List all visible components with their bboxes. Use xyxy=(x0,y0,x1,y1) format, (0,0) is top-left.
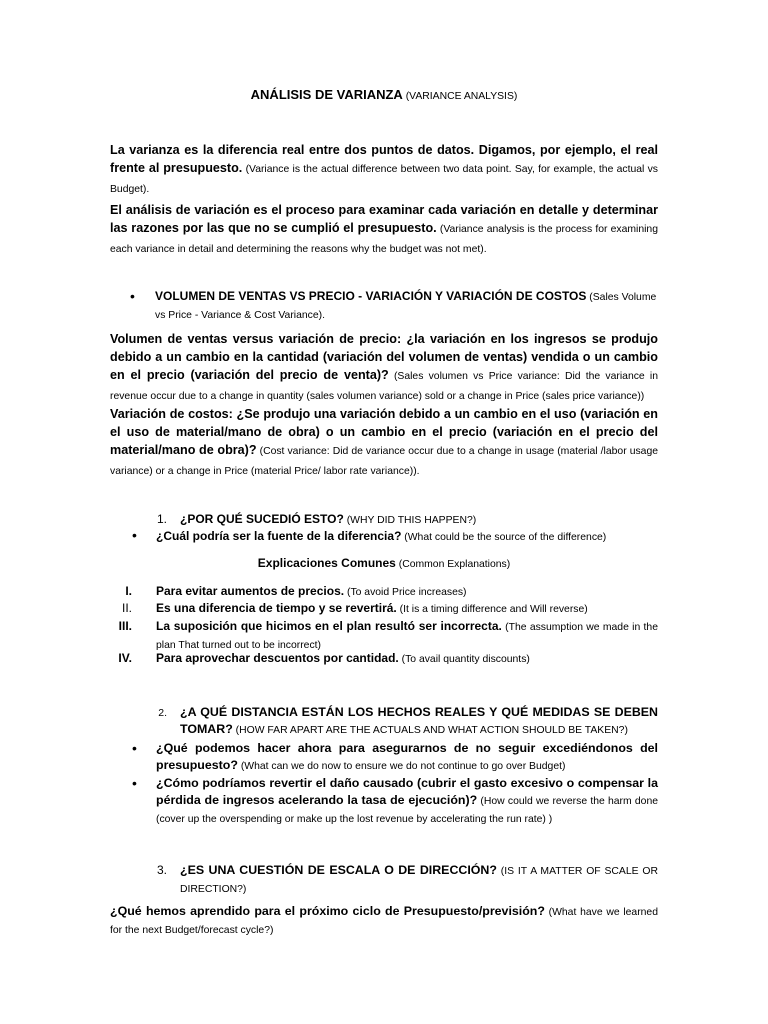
list-item: Es una diferencia de tiempo y se revertirá. (It is a timing difference and Will reverse) xyxy=(156,601,588,615)
list-item: Para aprovechar descuentos por cantidad. (To avail quantity discounts) xyxy=(156,651,530,665)
list-number: 3. xyxy=(156,863,167,877)
list-item: ¿Cuál podría ser la fuente de la diferencia? (What could be the source of the difference) xyxy=(156,529,607,543)
section-heading: VOLUMEN DE VENTAS VS PRECIO - VARIACIÓN Y VARIACIÓN DE COSTOS (Sales Volume vs Price - Variance & Cost Variance). xyxy=(155,289,657,321)
bullet-marker: • xyxy=(130,288,135,304)
explanations-heading: Explicaciones Comunes (Common Explanations) xyxy=(257,556,511,570)
list-number: 1. xyxy=(156,512,167,526)
bullet-marker: • xyxy=(132,775,137,791)
intro-paragraph: El análisis de variación es el proceso para examinar cada variación en detalle y determinar las razones por las que no se cumplió el presupuesto. (Variance analysis is the process for examining each variance in detail and determining the reasons why the budget was not met). xyxy=(110,203,658,255)
bullet-marker: • xyxy=(132,740,137,756)
intro-paragraph: La varianza es la diferencia real entre dos puntos de datos. Digamos, por ejemplo, el real frente al presupuesto. (Variance is the actual difference between two data point. Say, for example, the actual vs Budget). xyxy=(110,143,658,195)
closing-paragraph: ¿Qué hemos aprendido para el próximo ciclo de Presupuesto/previsión? (What have we learned for the next Budget/forecast cycle?) xyxy=(110,904,658,936)
list-marker: II. xyxy=(121,601,132,615)
body-paragraph: Variación de costos: ¿Se produjo una variación debido a un cambio en el uso (variación en el uso de material/mano de obra) o un cambio en el precio (variación en el precio del material/mano de obra)? (Cost variance: Did de variance occur due to a change in usage (material /labor usage variance) or a change in Price (material Price/ labor rate variance)). xyxy=(110,407,659,477)
list-marker: IV. xyxy=(118,651,132,665)
list-item: La suposición que hicimos en el plan resultó ser incorrecta. (The assumption we made in the plan That turned out to be incorrect) xyxy=(156,619,658,651)
bullet-marker: • xyxy=(132,527,137,543)
list-item: ¿Cómo podríamos revertir el daño causado (cubrir el gasto excesivo o compensar la pérdida de ingresos acelerando la tasa de ejecución)? (How could we reverse the harm done (cover up the overspending or make up the lost revenue by accelerating the run rate) ) xyxy=(156,776,658,825)
list-item: Para evitar aumentos de precios. (To avoid Price increases) xyxy=(156,584,467,598)
list-marker: III. xyxy=(118,619,132,633)
question-heading: ¿A QUÉ DISTANCIA ESTÁN LOS HECHOS REALES Y QUÉ MEDIDAS SE DEBEN TOMAR? (HOW FAR APART ARE THE ACTUALS AND WHAT ACTION SHOULD BE TAKEN?) xyxy=(180,705,658,736)
document-title: ANÁLISIS DE VARIANZA (VARIANCE ANALYSIS) xyxy=(250,87,518,102)
list-number: 2. xyxy=(158,707,167,719)
list-marker: I. xyxy=(125,584,132,598)
list-item: ¿Qué podemos hacer ahora para asegurarnos de no seguir excediéndonos del presupuesto? (What can we do now to ensure we do not continue to go over Budget) xyxy=(156,741,658,772)
question-heading: ¿POR QUÉ SUCEDIÓ ESTO? (WHY DID THIS HAPPEN?) xyxy=(180,512,477,526)
question-heading: ¿ES UNA CUESTIÓN DE ESCALA O DE DIRECCIÓN? (IS IT A MATTER OF SCALE OR DIRECTION?) xyxy=(180,863,658,895)
body-paragraph: Volumen de ventas versus variación de precio: ¿la variación en los ingresos se produjo debido a un cambio en la cantidad (variación del volumen de ventas) vendida o un cambio en el precio (variación del precio de venta)? (Sales volumen vs Price variance: Did the variance in revenue occur due to a change in quantity (sales volumen variance) sold or a change in Price (sales price variance)) xyxy=(110,332,658,402)
